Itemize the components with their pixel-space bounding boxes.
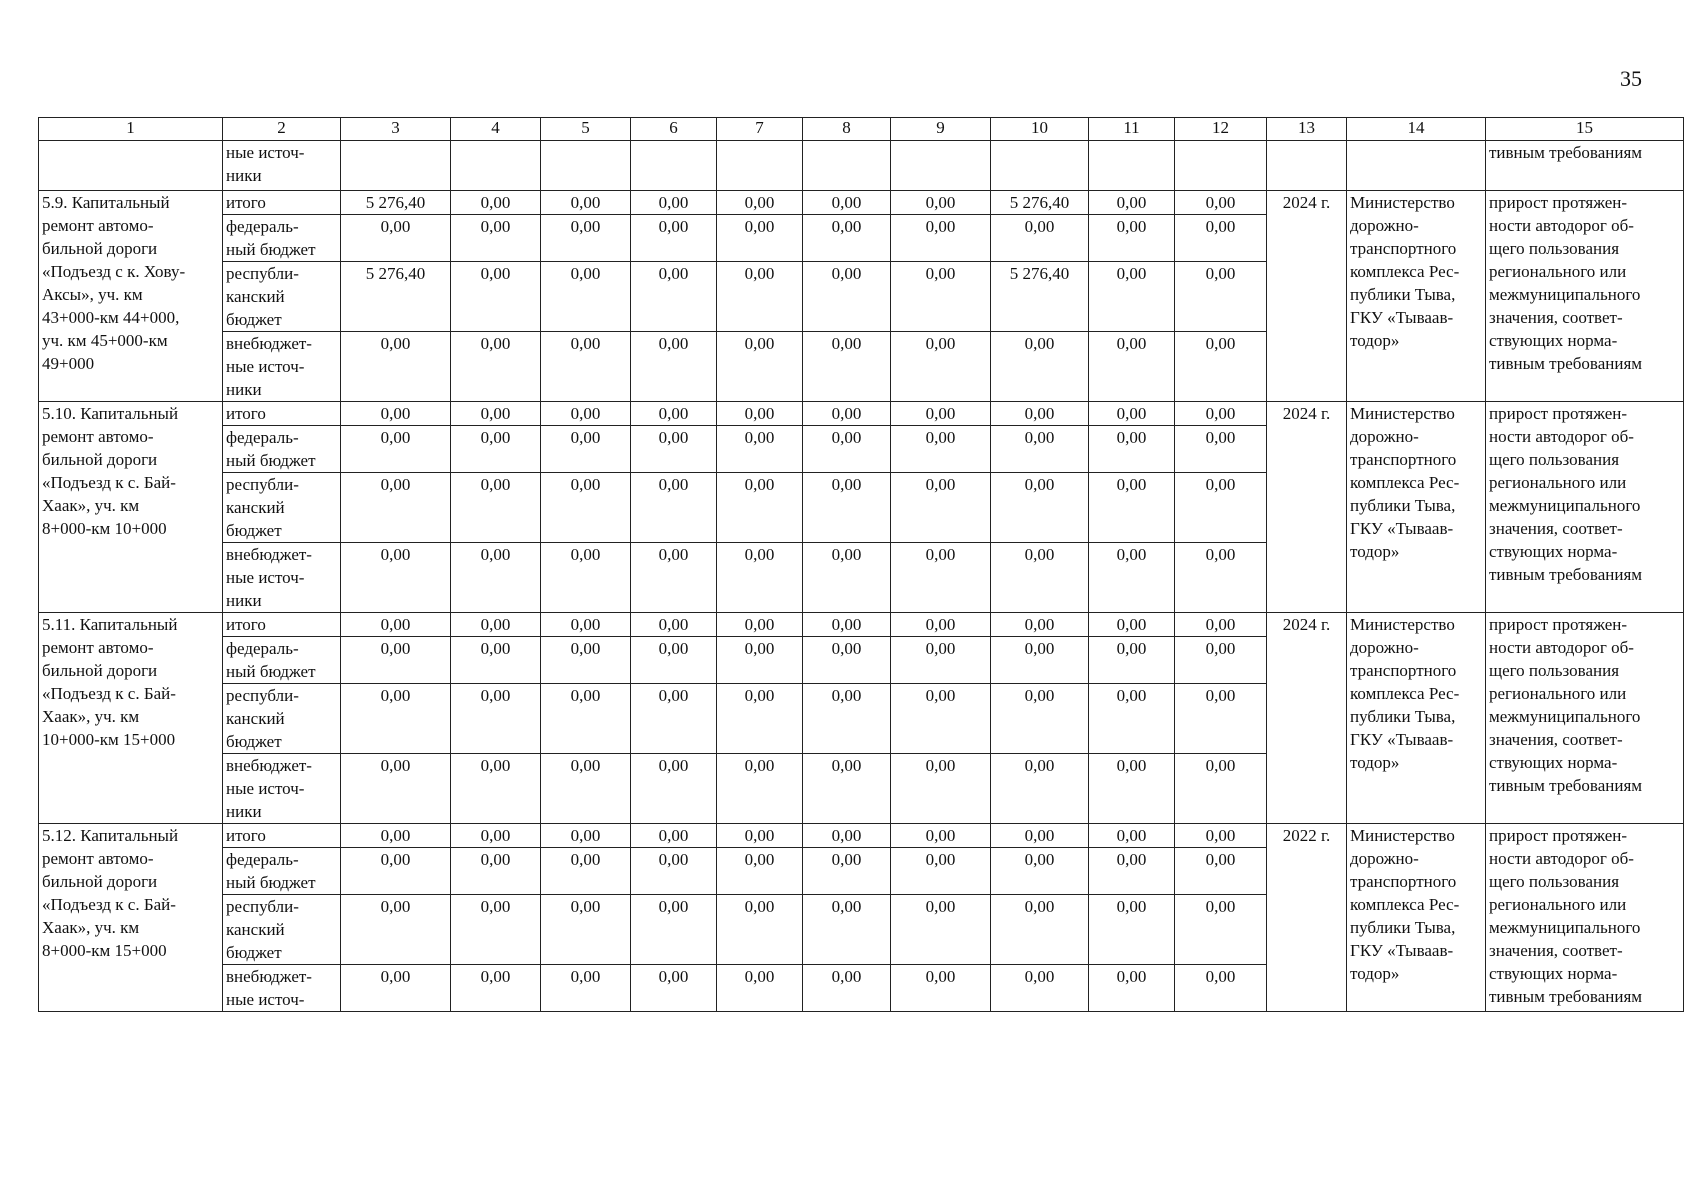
value-cell: 0,00 (891, 613, 991, 637)
year-cell: 2024 г. (1267, 191, 1347, 402)
value-cell: 5 276,40 (341, 262, 451, 332)
value-cell: 0,00 (891, 684, 991, 754)
value-cell: 0,00 (991, 402, 1089, 426)
value-cell: 0,00 (541, 613, 631, 637)
value-cell: 0,00 (451, 824, 541, 848)
value-cell: 5 276,40 (991, 262, 1089, 332)
page-number: 35 (1620, 66, 1642, 91)
value-cell: 0,00 (341, 637, 451, 684)
value-cell: 0,00 (631, 215, 717, 262)
value-cell: 0,00 (803, 848, 891, 895)
value-cell: 0,00 (803, 473, 891, 543)
value-cell: 0,00 (1175, 684, 1267, 754)
value-cell: 0,00 (891, 191, 991, 215)
year-cell: 2024 г. (1267, 613, 1347, 824)
header-row (39, 118, 1684, 141)
value-cell: 0,00 (341, 824, 451, 848)
table-cell (717, 141, 803, 191)
value-cell: 0,00 (1175, 543, 1267, 613)
value-cell: 0,00 (1089, 191, 1175, 215)
item-name-cell: 5.9. Капитальный ремонт автомо- бильной дороги «Подъезд с к. Хову- Аксы», уч. км 43+000-км 44+000, уч. км 45+000-км 49+000 (39, 191, 223, 402)
executor-cell: Министерство дорожно- транспортного комплекса Рес- публики Тыва, ГКУ «Тываав- тодор» (1347, 191, 1486, 402)
value-cell: 0,00 (451, 262, 541, 332)
value-cell: 0,00 (991, 965, 1089, 1012)
funding-source-cell: внебюджет- ные источ- ники (223, 543, 341, 613)
value-cell: 0,00 (991, 895, 1089, 965)
funding-source-cell: федераль- ный бюджет (223, 215, 341, 262)
value-cell: 0,00 (451, 895, 541, 965)
value-cell: 0,00 (1175, 473, 1267, 543)
value-cell: 0,00 (1175, 215, 1267, 262)
value-cell: 0,00 (891, 543, 991, 613)
value-cell: 0,00 (717, 402, 803, 426)
value-cell: 0,00 (451, 965, 541, 1012)
table-cell (991, 141, 1089, 191)
funding-source-cell: республи- канский бюджет (223, 262, 341, 332)
value-cell: 0,00 (991, 684, 1089, 754)
value-cell: 0,00 (891, 215, 991, 262)
value-cell: 0,00 (541, 332, 631, 402)
value-cell: 0,00 (717, 613, 803, 637)
value-cell: 0,00 (1175, 332, 1267, 402)
value-cell: 0,00 (803, 191, 891, 215)
value-cell: 0,00 (717, 965, 803, 1012)
value-cell: 0,00 (891, 637, 991, 684)
column-header: 5 (541, 118, 631, 141)
year-cell: 2024 г. (1267, 402, 1347, 613)
value-cell: 0,00 (341, 426, 451, 473)
value-cell: 0,00 (341, 215, 451, 262)
value-cell: 0,00 (803, 965, 891, 1012)
funding-source-cell: итого (223, 402, 341, 426)
value-cell: 0,00 (717, 824, 803, 848)
value-cell: 0,00 (1175, 426, 1267, 473)
budget-table (38, 117, 1684, 1012)
value-cell: 0,00 (451, 754, 541, 824)
executor-cell: Министерство дорожно- транспортного комплекса Рес- публики Тыва, ГКУ «Тываав- тодор» (1347, 613, 1486, 824)
value-cell: 0,00 (717, 637, 803, 684)
funding-source-cell: итого (223, 613, 341, 637)
value-cell: 0,00 (451, 332, 541, 402)
value-cell: 0,00 (451, 191, 541, 215)
value-cell: 0,00 (541, 402, 631, 426)
result-cell: прирост протяжен- ности автодорог об- щего пользования регионального или межмуниципального значения, соответ- ствующих норма- тивным требованиям (1486, 824, 1684, 1012)
value-cell: 0,00 (717, 262, 803, 332)
value-cell: 0,00 (803, 426, 891, 473)
column-header: 13 (1267, 118, 1347, 141)
table-cell (39, 141, 223, 191)
table-cell (541, 141, 631, 191)
value-cell: 0,00 (1089, 754, 1175, 824)
value-cell: 0,00 (991, 754, 1089, 824)
table-cell (1347, 141, 1486, 191)
value-cell: 0,00 (1175, 613, 1267, 637)
column-header: 15 (1486, 118, 1684, 141)
value-cell: 0,00 (631, 824, 717, 848)
funding-source-cell: республи- канский бюджет (223, 895, 341, 965)
value-cell: 0,00 (991, 848, 1089, 895)
executor-cell: Министерство дорожно- транспортного комплекса Рес- публики Тыва, ГКУ «Тываав- тодор» (1347, 402, 1486, 613)
value-cell: 0,00 (891, 824, 991, 848)
value-cell: 0,00 (1175, 848, 1267, 895)
column-header: 3 (341, 118, 451, 141)
column-header: 7 (717, 118, 803, 141)
value-cell: 0,00 (1175, 754, 1267, 824)
value-cell: 0,00 (541, 848, 631, 895)
value-cell: 0,00 (1089, 684, 1175, 754)
value-cell: 0,00 (451, 848, 541, 895)
value-cell: 0,00 (1175, 191, 1267, 215)
funding-source-cell: итого (223, 191, 341, 215)
funding-source-cell: ные источ- ники (223, 141, 341, 191)
value-cell: 0,00 (541, 637, 631, 684)
value-cell: 5 276,40 (341, 191, 451, 215)
value-cell: 0,00 (631, 754, 717, 824)
funding-source-cell: республи- канский бюджет (223, 473, 341, 543)
value-cell: 0,00 (1089, 965, 1175, 1012)
value-cell: 0,00 (451, 637, 541, 684)
value-cell: 0,00 (717, 215, 803, 262)
value-cell: 0,00 (631, 637, 717, 684)
value-cell: 0,00 (541, 191, 631, 215)
value-cell: 0,00 (891, 473, 991, 543)
value-cell: 5 276,40 (991, 191, 1089, 215)
value-cell: 0,00 (631, 895, 717, 965)
value-cell: 0,00 (1175, 402, 1267, 426)
column-header: 4 (451, 118, 541, 141)
value-cell: 0,00 (1089, 215, 1175, 262)
funding-source-cell: итого (223, 824, 341, 848)
value-cell: 0,00 (541, 824, 631, 848)
value-cell: 0,00 (717, 848, 803, 895)
value-cell: 0,00 (541, 262, 631, 332)
value-cell: 0,00 (803, 824, 891, 848)
table-row (39, 824, 1684, 848)
funding-source-cell: федераль- ный бюджет (223, 637, 341, 684)
value-cell: 0,00 (341, 684, 451, 754)
value-cell: 0,00 (803, 895, 891, 965)
value-cell: 0,00 (891, 262, 991, 332)
value-cell: 0,00 (991, 215, 1089, 262)
value-cell: 0,00 (717, 473, 803, 543)
value-cell: 0,00 (541, 426, 631, 473)
item-name-cell: 5.11. Капитальный ремонт автомо- бильной дороги «Подъезд к с. Бай- Хаак», уч. км 10+000-км 15+000 (39, 613, 223, 824)
value-cell: 0,00 (631, 426, 717, 473)
value-cell: 0,00 (891, 965, 991, 1012)
item-name-cell: 5.12. Капитальный ремонт автомо- бильной дороги «Подъезд к с. Бай- Хаак», уч. км 8+000-км 15+000 (39, 824, 223, 1012)
year-cell: 2022 г. (1267, 824, 1347, 1012)
table-cell (1089, 141, 1175, 191)
value-cell: 0,00 (631, 473, 717, 543)
value-cell: 0,00 (541, 965, 631, 1012)
value-cell: 0,00 (341, 848, 451, 895)
column-header: 2 (223, 118, 341, 141)
value-cell: 0,00 (991, 426, 1089, 473)
value-cell: 0,00 (1089, 895, 1175, 965)
value-cell: 0,00 (631, 613, 717, 637)
table-cell (891, 141, 991, 191)
column-header: 1 (39, 118, 223, 141)
value-cell: 0,00 (451, 215, 541, 262)
value-cell: 0,00 (631, 848, 717, 895)
value-cell: 0,00 (541, 895, 631, 965)
result-cell: тивным требованиям (1486, 141, 1684, 191)
value-cell: 0,00 (631, 543, 717, 613)
column-header: 6 (631, 118, 717, 141)
value-cell: 0,00 (717, 754, 803, 824)
value-cell: 0,00 (341, 613, 451, 637)
table-cell (341, 141, 451, 191)
value-cell: 0,00 (1175, 637, 1267, 684)
value-cell: 0,00 (631, 332, 717, 402)
value-cell: 0,00 (803, 637, 891, 684)
value-cell: 0,00 (451, 402, 541, 426)
value-cell: 0,00 (631, 402, 717, 426)
value-cell: 0,00 (1089, 824, 1175, 848)
funding-source-cell: внебюджет- ные источ- (223, 965, 341, 1012)
value-cell: 0,00 (717, 426, 803, 473)
funding-source-cell: республи- канский бюджет (223, 684, 341, 754)
value-cell: 0,00 (631, 191, 717, 215)
continuation-row (39, 141, 1684, 191)
column-header: 10 (991, 118, 1089, 141)
value-cell: 0,00 (1089, 426, 1175, 473)
column-header: 12 (1175, 118, 1267, 141)
value-cell: 0,00 (451, 543, 541, 613)
funding-source-cell: внебюджет- ные источ- ники (223, 754, 341, 824)
value-cell: 0,00 (991, 332, 1089, 402)
funding-source-cell: внебюджет- ные источ- ники (223, 332, 341, 402)
value-cell: 0,00 (803, 543, 891, 613)
value-cell: 0,00 (341, 965, 451, 1012)
value-cell: 0,00 (341, 895, 451, 965)
value-cell: 0,00 (451, 613, 541, 637)
value-cell: 0,00 (803, 754, 891, 824)
value-cell: 0,00 (717, 543, 803, 613)
value-cell: 0,00 (1089, 848, 1175, 895)
table-cell (1175, 141, 1267, 191)
column-header: 11 (1089, 118, 1175, 141)
value-cell: 0,00 (803, 215, 891, 262)
value-cell: 0,00 (891, 754, 991, 824)
value-cell: 0,00 (1089, 262, 1175, 332)
value-cell: 0,00 (803, 684, 891, 754)
value-cell: 0,00 (1175, 965, 1267, 1012)
value-cell: 0,00 (541, 473, 631, 543)
value-cell: 0,00 (1089, 332, 1175, 402)
value-cell: 0,00 (451, 473, 541, 543)
table-row (39, 613, 1684, 637)
value-cell: 0,00 (541, 754, 631, 824)
value-cell: 0,00 (451, 684, 541, 754)
value-cell: 0,00 (991, 637, 1089, 684)
executor-cell: Министерство дорожно- транспортного комплекса Рес- публики Тыва, ГКУ «Тываав- тодор» (1347, 824, 1486, 1012)
value-cell: 0,00 (891, 895, 991, 965)
table-cell (631, 141, 717, 191)
value-cell: 0,00 (631, 965, 717, 1012)
value-cell: 0,00 (717, 895, 803, 965)
value-cell: 0,00 (891, 402, 991, 426)
value-cell: 0,00 (1089, 402, 1175, 426)
table-cell (803, 141, 891, 191)
value-cell: 0,00 (717, 684, 803, 754)
result-cell: прирост протяжен- ности автодорог об- щего пользования регионального или межмуниципального значения, соответ- ствующих норма- тивным требованиям (1486, 191, 1684, 402)
value-cell: 0,00 (341, 543, 451, 613)
value-cell: 0,00 (1089, 543, 1175, 613)
value-cell: 0,00 (341, 473, 451, 543)
value-cell: 0,00 (891, 848, 991, 895)
table-cell (1267, 141, 1347, 191)
table-row (39, 402, 1684, 426)
value-cell: 0,00 (991, 473, 1089, 543)
value-cell: 0,00 (891, 426, 991, 473)
value-cell: 0,00 (803, 402, 891, 426)
value-cell: 0,00 (541, 543, 631, 613)
value-cell: 0,00 (991, 613, 1089, 637)
value-cell: 0,00 (541, 684, 631, 754)
value-cell: 0,00 (717, 332, 803, 402)
value-cell: 0,00 (341, 332, 451, 402)
column-header: 8 (803, 118, 891, 141)
value-cell: 0,00 (631, 684, 717, 754)
table-cell (451, 141, 541, 191)
value-cell: 0,00 (991, 824, 1089, 848)
column-header: 14 (1347, 118, 1486, 141)
value-cell: 0,00 (717, 191, 803, 215)
value-cell: 0,00 (541, 215, 631, 262)
table-row (39, 191, 1684, 215)
item-name-cell: 5.10. Капитальный ремонт автомо- бильной дороги «Подъезд к с. Бай- Хаак», уч. км 8+000-км 10+000 (39, 402, 223, 613)
value-cell: 0,00 (341, 754, 451, 824)
value-cell: 0,00 (1089, 613, 1175, 637)
value-cell: 0,00 (991, 543, 1089, 613)
value-cell: 0,00 (341, 402, 451, 426)
value-cell: 0,00 (803, 613, 891, 637)
funding-source-cell: федераль- ный бюджет (223, 426, 341, 473)
value-cell: 0,00 (451, 426, 541, 473)
value-cell: 0,00 (1175, 824, 1267, 848)
value-cell: 0,00 (1089, 473, 1175, 543)
value-cell: 0,00 (631, 262, 717, 332)
value-cell: 0,00 (891, 332, 991, 402)
value-cell: 0,00 (803, 262, 891, 332)
value-cell: 0,00 (1175, 895, 1267, 965)
column-header: 9 (891, 118, 991, 141)
result-cell: прирост протяжен- ности автодорог об- щего пользования регионального или межмуниципального значения, соответ- ствующих норма- тивным требованиям (1486, 613, 1684, 824)
result-cell: прирост протяжен- ности автодорог об- щего пользования регионального или межмуниципального значения, соответ- ствующих норма- тивным требованиям (1486, 402, 1684, 613)
value-cell: 0,00 (803, 332, 891, 402)
value-cell: 0,00 (1175, 262, 1267, 332)
funding-source-cell: федераль- ный бюджет (223, 848, 341, 895)
value-cell: 0,00 (1089, 637, 1175, 684)
